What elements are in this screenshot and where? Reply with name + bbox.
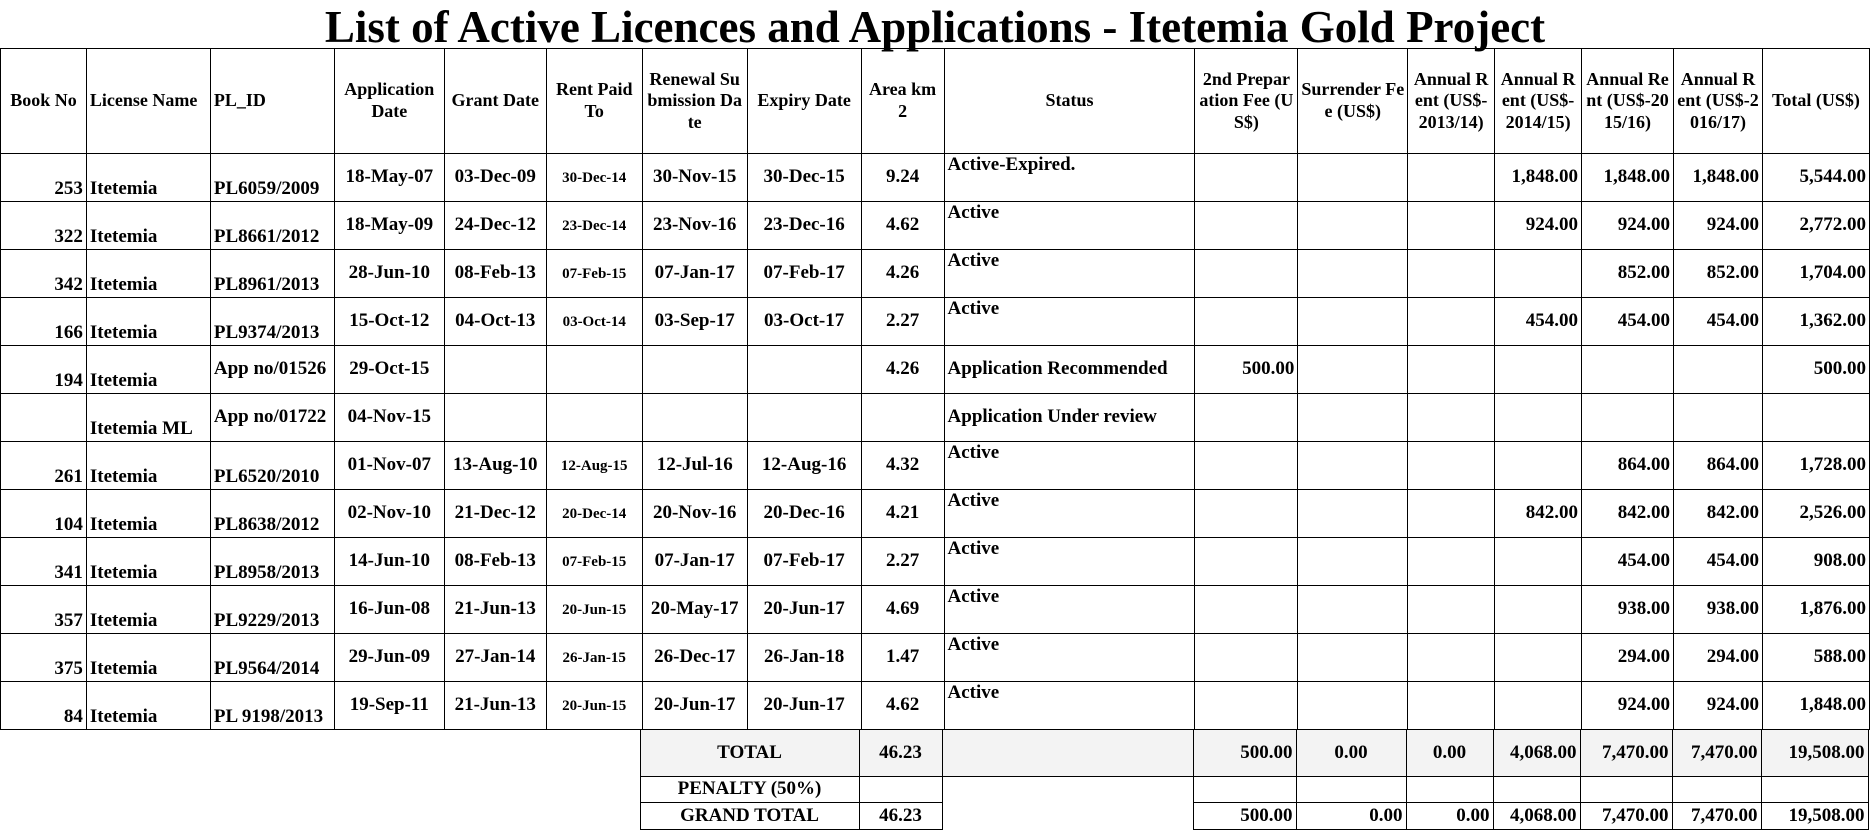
area-cell: 4.26 xyxy=(861,250,944,298)
status-cell: Active xyxy=(944,442,1195,490)
application-date-cell: 29-Jun-09 xyxy=(334,634,444,682)
prep-fee-cell: 500.00 xyxy=(1195,346,1298,394)
expiry-date-cell xyxy=(747,394,861,442)
book-no-cell: 104 xyxy=(1,490,87,538)
licences-table xyxy=(0,48,1870,730)
surrender-fee-cell xyxy=(1298,298,1408,346)
header-license-name: License Name xyxy=(86,49,210,154)
table-row xyxy=(1,154,1870,202)
rent-2016-cell: 852.00 xyxy=(1674,250,1763,298)
status-cell: Active xyxy=(944,490,1195,538)
rent-2014-cell xyxy=(1495,346,1582,394)
prep-fee-cell xyxy=(1195,490,1298,538)
surrender-fee-cell xyxy=(1298,682,1408,730)
rent-2013-cell xyxy=(1408,154,1495,202)
table-row xyxy=(1,250,1870,298)
area-cell: 4.26 xyxy=(861,346,944,394)
rent-paid-to-cell: 07-Feb-15 xyxy=(546,538,642,586)
total-rent-2013: 0.00 xyxy=(1406,730,1493,777)
header-rent-2014: Annual Rent (US$-2014/15) xyxy=(1495,49,1582,154)
renewal-submission-date-cell: 20-Nov-16 xyxy=(642,490,747,538)
grand-total-rent-2016: 7,470.00 xyxy=(1672,803,1761,830)
header-rent-2016: Annual Rent (US$-2016/17) xyxy=(1674,49,1763,154)
total-cell: 500.00 xyxy=(1762,346,1869,394)
page-title: List of Active Licences and Applications - Itetemia Gold Project xyxy=(324,2,1546,52)
rent-2013-cell xyxy=(1408,346,1495,394)
total-cell: 1,362.00 xyxy=(1762,298,1869,346)
grant-date-cell: 08-Feb-13 xyxy=(444,250,546,298)
surrender-fee-cell xyxy=(1298,490,1408,538)
surrender-fee-cell xyxy=(1298,202,1408,250)
rent-2015-cell: 938.00 xyxy=(1582,586,1674,634)
rent-paid-to-cell: 20-Jun-15 xyxy=(546,586,642,634)
rent-paid-to-cell: 26-Jan-15 xyxy=(546,634,642,682)
pl-id-cell: PL8661/2012 xyxy=(210,202,334,250)
license-name-cell: Itetemia xyxy=(86,586,210,634)
rent-2015-cell xyxy=(1582,394,1674,442)
rent-2016-cell: 454.00 xyxy=(1674,298,1763,346)
area-cell: 4.69 xyxy=(861,586,944,634)
area-cell: 4.62 xyxy=(861,202,944,250)
header-status: Status xyxy=(944,49,1195,154)
pl-id-cell: PL9374/2013 xyxy=(210,298,334,346)
header-pl-id: PL_ID xyxy=(210,49,334,154)
rent-2015-cell: 454.00 xyxy=(1582,538,1674,586)
book-no-cell: 84 xyxy=(1,682,87,730)
header-grant-date: Grant Date xyxy=(444,49,546,154)
area-cell: 2.27 xyxy=(861,538,944,586)
rent-paid-to-cell: 12-Aug-15 xyxy=(546,442,642,490)
grant-date-cell xyxy=(444,394,546,442)
license-name-cell: Itetemia xyxy=(86,154,210,202)
application-date-cell: 14-Jun-10 xyxy=(334,538,444,586)
surrender-fee-cell xyxy=(1298,586,1408,634)
grant-date-cell: 21-Dec-12 xyxy=(444,490,546,538)
rent-2014-cell xyxy=(1495,682,1582,730)
header-rent-2013: Annual Rent (US$-2013/14) xyxy=(1408,49,1495,154)
license-name-cell: Itetemia xyxy=(86,682,210,730)
header-row xyxy=(1,49,1870,154)
application-date-cell: 01-Nov-07 xyxy=(334,442,444,490)
rent-2016-cell: 864.00 xyxy=(1674,442,1763,490)
rent-2014-cell xyxy=(1495,538,1582,586)
total-rent-2016: 7,470.00 xyxy=(1672,730,1761,777)
expiry-date-cell: 12-Aug-16 xyxy=(747,442,861,490)
prep-fee-cell xyxy=(1195,250,1298,298)
table-row xyxy=(1,682,1870,730)
summary-table xyxy=(0,729,1869,830)
rent-2015-cell: 454.00 xyxy=(1582,298,1674,346)
total-prep-fee: 500.00 xyxy=(1193,730,1296,777)
header-renewal-submission-date: Renewal Submission Date xyxy=(642,49,747,154)
rent-2015-cell: 842.00 xyxy=(1582,490,1674,538)
pl-id-cell: PL9229/2013 xyxy=(210,586,334,634)
renewal-submission-date-cell: 07-Jan-17 xyxy=(642,538,747,586)
rent-2013-cell xyxy=(1408,490,1495,538)
license-name-cell: Itetemia ML xyxy=(86,394,210,442)
application-date-cell: 28-Jun-10 xyxy=(334,250,444,298)
renewal-submission-date-cell: 07-Jan-17 xyxy=(642,250,747,298)
pl-id-cell: PL6520/2010 xyxy=(210,442,334,490)
table-row xyxy=(1,634,1870,682)
application-date-cell: 16-Jun-08 xyxy=(334,586,444,634)
expiry-date-cell: 20-Dec-16 xyxy=(747,490,861,538)
expiry-date-cell: 23-Dec-16 xyxy=(747,202,861,250)
renewal-submission-date-cell: 30-Nov-15 xyxy=(642,154,747,202)
rent-2013-cell xyxy=(1408,586,1495,634)
pl-id-cell: PL 9198/2013 xyxy=(210,682,334,730)
rent-2014-cell xyxy=(1495,586,1582,634)
status-cell: Active-Expired. xyxy=(944,154,1195,202)
status-cell: Active xyxy=(944,682,1195,730)
header-area: Area km2 xyxy=(861,49,944,154)
application-date-cell: 18-May-07 xyxy=(334,154,444,202)
renewal-submission-date-cell xyxy=(642,346,747,394)
area-cell: 9.24 xyxy=(861,154,944,202)
book-no-cell: 166 xyxy=(1,298,87,346)
license-name-cell: Itetemia xyxy=(86,202,210,250)
surrender-fee-cell xyxy=(1298,538,1408,586)
rent-paid-to-cell: 20-Jun-15 xyxy=(546,682,642,730)
header-application-date: Application Date xyxy=(334,49,444,154)
table-row xyxy=(1,490,1870,538)
expiry-date-cell: 07-Feb-17 xyxy=(747,538,861,586)
application-date-cell: 02-Nov-10 xyxy=(334,490,444,538)
application-date-cell: 18-May-09 xyxy=(334,202,444,250)
status-cell: Active xyxy=(944,586,1195,634)
renewal-submission-date-cell: 20-May-17 xyxy=(642,586,747,634)
rent-2015-cell: 294.00 xyxy=(1582,634,1674,682)
prep-fee-cell xyxy=(1195,586,1298,634)
license-name-cell: Itetemia xyxy=(86,346,210,394)
rent-paid-to-cell: 20-Dec-14 xyxy=(546,490,642,538)
surrender-fee-cell xyxy=(1298,634,1408,682)
status-cell: Active xyxy=(944,538,1195,586)
rent-2015-cell: 924.00 xyxy=(1582,682,1674,730)
surrender-fee-cell xyxy=(1298,250,1408,298)
rent-2013-cell xyxy=(1408,442,1495,490)
book-no-cell: 342 xyxy=(1,250,87,298)
grand-total-rent-2015: 7,470.00 xyxy=(1580,803,1672,830)
status-cell: Active xyxy=(944,250,1195,298)
grand-total-label: GRAND TOTAL xyxy=(640,803,859,830)
rent-2013-cell xyxy=(1408,634,1495,682)
area-cell: 2.27 xyxy=(861,298,944,346)
rent-2014-cell xyxy=(1495,634,1582,682)
license-name-cell: Itetemia xyxy=(86,298,210,346)
table-row xyxy=(1,442,1870,490)
grant-date-cell: 21-Jun-13 xyxy=(444,586,546,634)
book-no-cell: 322 xyxy=(1,202,87,250)
rent-paid-to-cell: 23-Dec-14 xyxy=(546,202,642,250)
pl-id-cell: PL6059/2009 xyxy=(210,154,334,202)
rent-2016-cell xyxy=(1674,346,1763,394)
rent-2013-cell xyxy=(1408,538,1495,586)
rent-2014-cell xyxy=(1495,394,1582,442)
rent-2014-cell: 842.00 xyxy=(1495,490,1582,538)
total-row xyxy=(0,730,1868,777)
rent-paid-to-cell: 07-Feb-15 xyxy=(546,250,642,298)
rent-2013-cell xyxy=(1408,682,1495,730)
rent-2015-cell: 864.00 xyxy=(1582,442,1674,490)
surrender-fee-cell xyxy=(1298,442,1408,490)
rent-paid-to-cell xyxy=(546,394,642,442)
status-cell: Active xyxy=(944,634,1195,682)
pl-id-cell: PL9564/2014 xyxy=(210,634,334,682)
rent-2013-cell xyxy=(1408,394,1495,442)
pl-id-cell: PL8638/2012 xyxy=(210,490,334,538)
header-rent-paid-to: Rent Paid To xyxy=(546,49,642,154)
rent-2016-cell: 842.00 xyxy=(1674,490,1763,538)
prep-fee-cell xyxy=(1195,634,1298,682)
rent-paid-to-cell xyxy=(546,346,642,394)
renewal-submission-date-cell xyxy=(642,394,747,442)
table-row xyxy=(1,346,1870,394)
total-cell: 1,704.00 xyxy=(1762,250,1869,298)
book-no-cell xyxy=(1,394,87,442)
rent-paid-to-cell: 30-Dec-14 xyxy=(546,154,642,202)
header-surrender-fee: Surrender Fee (US$) xyxy=(1298,49,1408,154)
rent-2015-cell xyxy=(1582,346,1674,394)
prep-fee-cell xyxy=(1195,298,1298,346)
rent-2014-cell xyxy=(1495,250,1582,298)
application-date-cell: 04-Nov-15 xyxy=(334,394,444,442)
license-name-cell: Itetemia xyxy=(86,442,210,490)
pl-id-cell: PL8961/2013 xyxy=(210,250,334,298)
application-date-cell: 15-Oct-12 xyxy=(334,298,444,346)
grand-total-row xyxy=(0,803,1868,830)
rent-2016-cell: 1,848.00 xyxy=(1674,154,1763,202)
total-cell: 908.00 xyxy=(1762,538,1869,586)
license-name-cell: Itetemia xyxy=(86,490,210,538)
header-prep-fee: 2nd Preparation Fee (US$) xyxy=(1195,49,1298,154)
total-cell: 1,848.00 xyxy=(1762,682,1869,730)
total-cell: 5,544.00 xyxy=(1762,154,1869,202)
rent-2013-cell xyxy=(1408,202,1495,250)
expiry-date-cell: 26-Jan-18 xyxy=(747,634,861,682)
license-name-cell: Itetemia xyxy=(86,250,210,298)
book-no-cell: 341 xyxy=(1,538,87,586)
status-cell: Application Recommended xyxy=(944,346,1195,394)
expiry-date-cell xyxy=(747,346,861,394)
rent-paid-to-cell: 03-Oct-14 xyxy=(546,298,642,346)
prep-fee-cell xyxy=(1195,442,1298,490)
grand-total-rent-2013: 0.00 xyxy=(1406,803,1493,830)
header-book-no: Book No xyxy=(1,49,87,154)
area-cell: 4.62 xyxy=(861,682,944,730)
grant-date-cell: 13-Aug-10 xyxy=(444,442,546,490)
pl-id-cell: App no/01526 xyxy=(210,346,334,394)
expiry-date-cell: 07-Feb-17 xyxy=(747,250,861,298)
total-cell: 2,772.00 xyxy=(1762,202,1869,250)
rent-2013-cell xyxy=(1408,250,1495,298)
renewal-submission-date-cell: 03-Sep-17 xyxy=(642,298,747,346)
grant-date-cell: 04-Oct-13 xyxy=(444,298,546,346)
pl-id-cell: App no/01722 xyxy=(210,394,334,442)
area-cell: 4.32 xyxy=(861,442,944,490)
renewal-submission-date-cell: 12-Jul-16 xyxy=(642,442,747,490)
prep-fee-cell xyxy=(1195,538,1298,586)
area-cell xyxy=(861,394,944,442)
surrender-fee-cell xyxy=(1298,154,1408,202)
total-total: 19,508.00 xyxy=(1761,730,1868,777)
status-cell: Active xyxy=(944,298,1195,346)
table-row xyxy=(1,394,1870,442)
total-rent-2015: 7,470.00 xyxy=(1580,730,1672,777)
application-date-cell: 19-Sep-11 xyxy=(334,682,444,730)
rent-2014-cell: 924.00 xyxy=(1495,202,1582,250)
rent-2016-cell: 938.00 xyxy=(1674,586,1763,634)
surrender-fee-cell xyxy=(1298,394,1408,442)
book-no-cell: 375 xyxy=(1,634,87,682)
book-no-cell: 261 xyxy=(1,442,87,490)
total-area: 46.23 xyxy=(859,730,942,777)
total-rent-2014: 4,068.00 xyxy=(1493,730,1580,777)
table-row xyxy=(1,586,1870,634)
status-cell: Active xyxy=(944,202,1195,250)
total-surrender-fee: 0.00 xyxy=(1296,730,1406,777)
rent-2014-cell xyxy=(1495,442,1582,490)
license-name-cell: Itetemia xyxy=(86,538,210,586)
rent-2016-cell: 924.00 xyxy=(1674,682,1763,730)
grand-total-rent-2014: 4,068.00 xyxy=(1493,803,1580,830)
rent-2014-cell: 454.00 xyxy=(1495,298,1582,346)
rent-2016-cell xyxy=(1674,394,1763,442)
area-cell: 4.21 xyxy=(861,490,944,538)
grant-date-cell xyxy=(444,346,546,394)
table-row xyxy=(1,538,1870,586)
rent-2015-cell: 1,848.00 xyxy=(1582,154,1674,202)
expiry-date-cell: 20-Jun-17 xyxy=(747,586,861,634)
expiry-date-cell: 03-Oct-17 xyxy=(747,298,861,346)
header-total: Total (US$) xyxy=(1762,49,1869,154)
grant-date-cell: 21-Jun-13 xyxy=(444,682,546,730)
pl-id-cell: PL8958/2013 xyxy=(210,538,334,586)
renewal-submission-date-cell: 23-Nov-16 xyxy=(642,202,747,250)
prep-fee-cell xyxy=(1195,202,1298,250)
expiry-date-cell: 30-Dec-15 xyxy=(747,154,861,202)
grant-date-cell: 27-Jan-14 xyxy=(444,634,546,682)
book-no-cell: 194 xyxy=(1,346,87,394)
total-cell: 1,728.00 xyxy=(1762,442,1869,490)
grand-total-total: 19,508.00 xyxy=(1761,803,1868,830)
grand-total-prep-fee: 500.00 xyxy=(1193,803,1296,830)
total-cell xyxy=(1762,394,1869,442)
license-name-cell: Itetemia xyxy=(86,634,210,682)
application-date-cell: 29-Oct-15 xyxy=(334,346,444,394)
grand-total-surrender-fee: 0.00 xyxy=(1296,803,1406,830)
area-cell: 1.47 xyxy=(861,634,944,682)
expiry-date-cell: 20-Jun-17 xyxy=(747,682,861,730)
book-no-cell: 253 xyxy=(1,154,87,202)
rent-2014-cell: 1,848.00 xyxy=(1495,154,1582,202)
table-row xyxy=(1,298,1870,346)
rent-2016-cell: 294.00 xyxy=(1674,634,1763,682)
penalty-label: PENALTY (50%) xyxy=(640,777,859,803)
renewal-submission-date-cell: 26-Dec-17 xyxy=(642,634,747,682)
table-row xyxy=(1,202,1870,250)
total-cell: 1,876.00 xyxy=(1762,586,1869,634)
penalty-row xyxy=(0,777,1868,803)
grant-date-cell: 03-Dec-09 xyxy=(444,154,546,202)
surrender-fee-cell xyxy=(1298,346,1408,394)
header-rent-2015: Annual Rent (US$-2015/16) xyxy=(1582,49,1674,154)
prep-fee-cell xyxy=(1195,394,1298,442)
grant-date-cell: 08-Feb-13 xyxy=(444,538,546,586)
rent-2015-cell: 924.00 xyxy=(1582,202,1674,250)
rent-2013-cell xyxy=(1408,298,1495,346)
rent-2016-cell: 924.00 xyxy=(1674,202,1763,250)
prep-fee-cell xyxy=(1195,682,1298,730)
renewal-submission-date-cell: 20-Jun-17 xyxy=(642,682,747,730)
grand-total-area: 46.23 xyxy=(859,803,942,830)
total-cell: 588.00 xyxy=(1762,634,1869,682)
prep-fee-cell xyxy=(1195,154,1298,202)
total-cell: 2,526.00 xyxy=(1762,490,1869,538)
total-label: TOTAL xyxy=(640,730,859,777)
rent-2015-cell: 852.00 xyxy=(1582,250,1674,298)
header-expiry-date: Expiry Date xyxy=(747,49,861,154)
rent-2016-cell: 454.00 xyxy=(1674,538,1763,586)
grant-date-cell: 24-Dec-12 xyxy=(444,202,546,250)
status-cell: Application Under review xyxy=(944,394,1195,442)
book-no-cell: 357 xyxy=(1,586,87,634)
